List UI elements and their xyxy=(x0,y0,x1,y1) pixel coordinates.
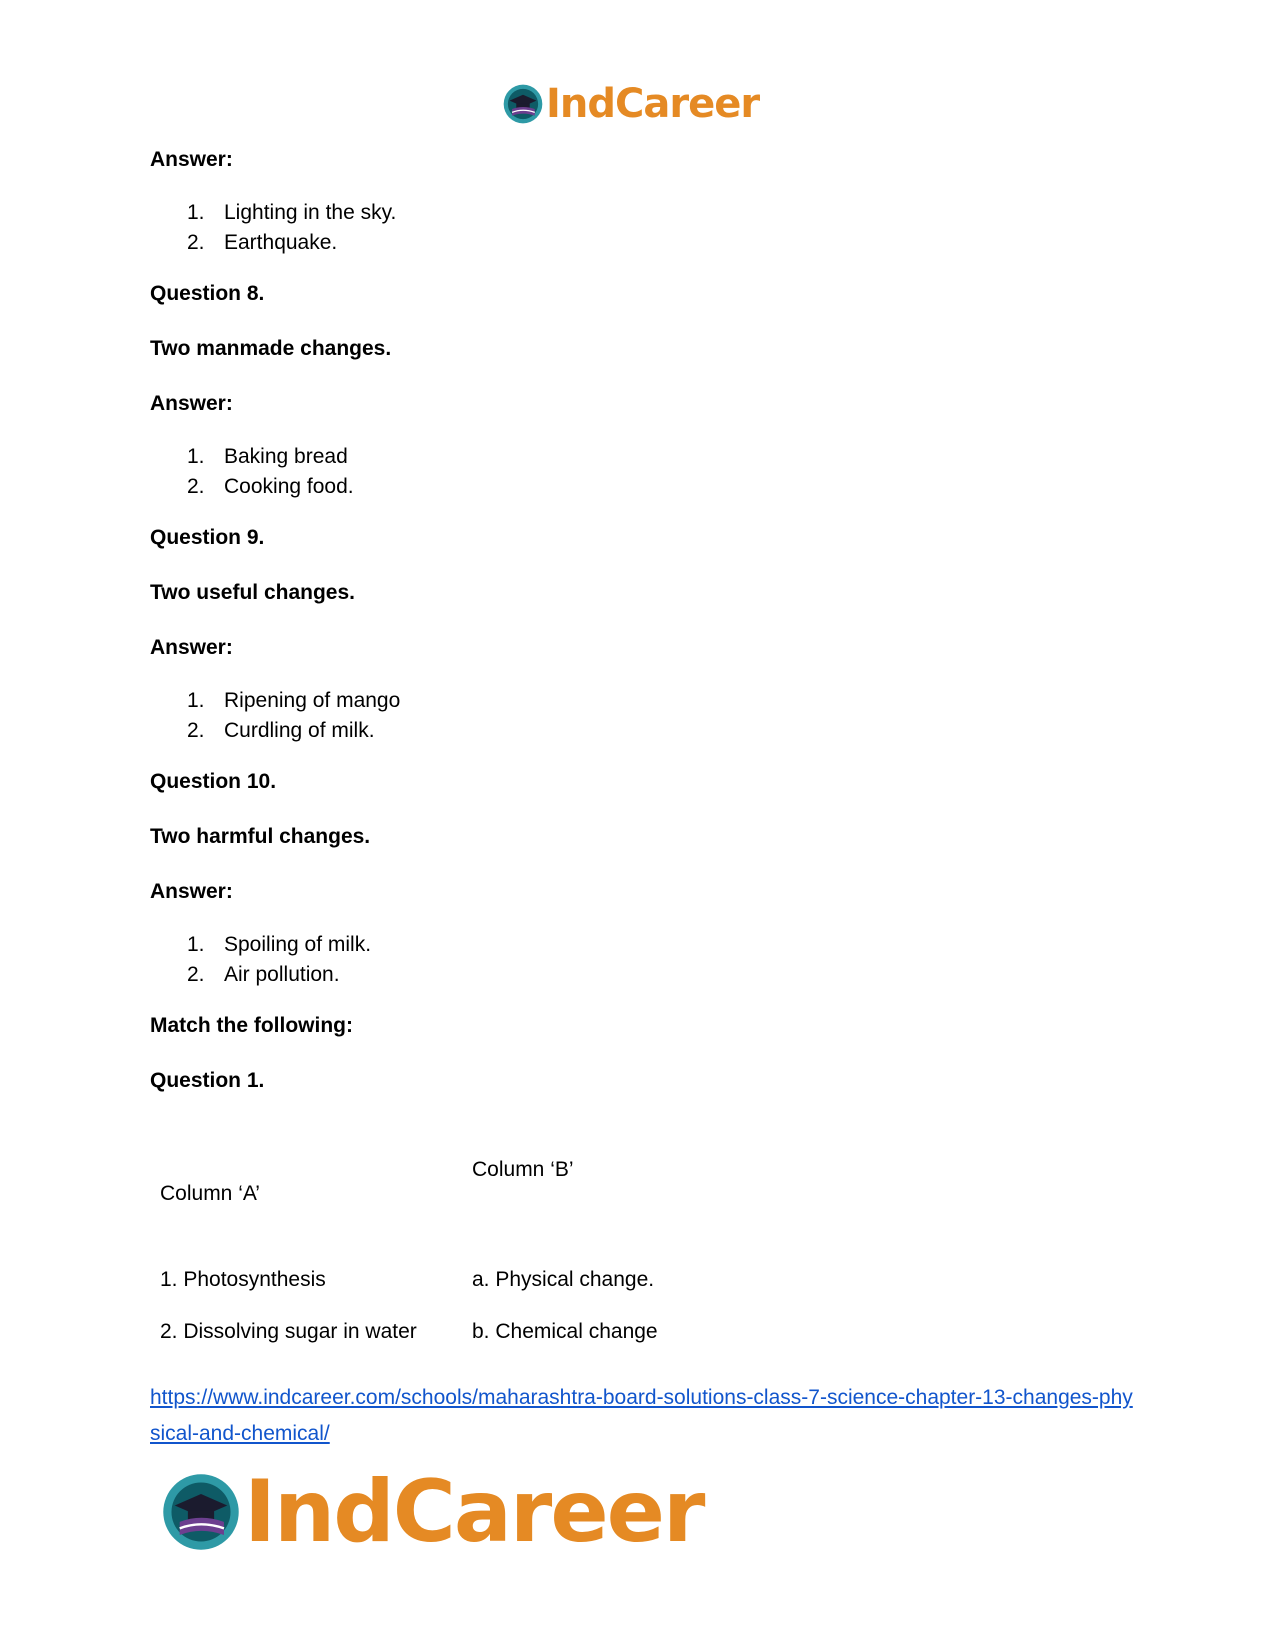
list-number: 2. xyxy=(187,475,205,498)
list-number: 2. xyxy=(187,963,205,986)
logo-wordmark: IndCareer xyxy=(546,81,760,127)
match-row-b: b. Chemical change xyxy=(472,1320,658,1343)
answer-list xyxy=(150,686,1130,746)
section-heading: Answer: xyxy=(150,148,233,171)
section-heading: Answer: xyxy=(150,392,233,415)
section-heading: Answer: xyxy=(150,880,233,903)
list-item xyxy=(150,686,1130,716)
match-row-b: a. Physical change. xyxy=(472,1268,655,1291)
list-number: 2. xyxy=(187,719,205,742)
list-item xyxy=(150,442,1130,472)
section-heading: Two useful changes. xyxy=(150,581,355,604)
section-heading: Question 9. xyxy=(150,526,265,549)
list-item-text: Spoiling of milk. xyxy=(224,933,372,956)
indcareer-logo-top xyxy=(502,80,759,128)
section-heading: Question 8. xyxy=(150,282,265,305)
list-item xyxy=(150,930,1130,960)
list-number: 1. xyxy=(187,689,205,712)
logo-wordmark: IndCareer xyxy=(244,1462,704,1562)
section-heading: Answer: xyxy=(150,636,233,659)
list-item xyxy=(150,228,1130,258)
list-item-text: Curdling of milk. xyxy=(224,719,375,742)
answer-list xyxy=(150,198,1130,258)
graduation-cap-book-icon xyxy=(502,83,544,125)
section-heading: Two manmade changes. xyxy=(150,337,392,360)
graduation-cap-book-icon xyxy=(160,1471,242,1553)
list-number: 2. xyxy=(187,231,205,254)
match-row-a: 2. Dissolving sugar in water xyxy=(160,1320,417,1343)
section-heading: Two harmful changes. xyxy=(150,825,371,848)
list-item xyxy=(150,198,1130,228)
column-a-header: Column ‘A’ xyxy=(160,1182,260,1205)
list-number: 1. xyxy=(187,445,205,468)
list-item-text: Lighting in the sky. xyxy=(224,201,397,224)
list-item-text: Cooking food. xyxy=(224,475,354,498)
list-number: 1. xyxy=(187,933,205,956)
list-item xyxy=(150,716,1130,746)
list-number: 1. xyxy=(187,201,205,224)
answer-list xyxy=(150,930,1130,990)
source-link[interactable]: https://www.indcareer.com/schools/maharashtra-board-solutions-class-7-science-chapter-13-changes-physical-and-chemical/ xyxy=(150,1386,1133,1445)
match-row-a: 1. Photosynthesis xyxy=(160,1268,326,1291)
document-body xyxy=(150,146,1130,1122)
list-item xyxy=(150,960,1130,990)
list-item-text: Air pollution. xyxy=(224,963,340,986)
indcareer-logo-bottom xyxy=(160,1462,704,1562)
section-heading: Match the following: xyxy=(150,1014,353,1037)
list-item-text: Earthquake. xyxy=(224,231,338,254)
list-item-text: Ripening of mango xyxy=(224,689,401,712)
section-heading: Question 10. xyxy=(150,770,277,793)
section-heading: Question 1. xyxy=(150,1069,265,1092)
list-item xyxy=(150,472,1130,502)
list-item-text: Baking bread xyxy=(224,445,348,468)
answer-list xyxy=(150,442,1130,502)
column-b-header: Column ‘B’ xyxy=(472,1158,574,1181)
